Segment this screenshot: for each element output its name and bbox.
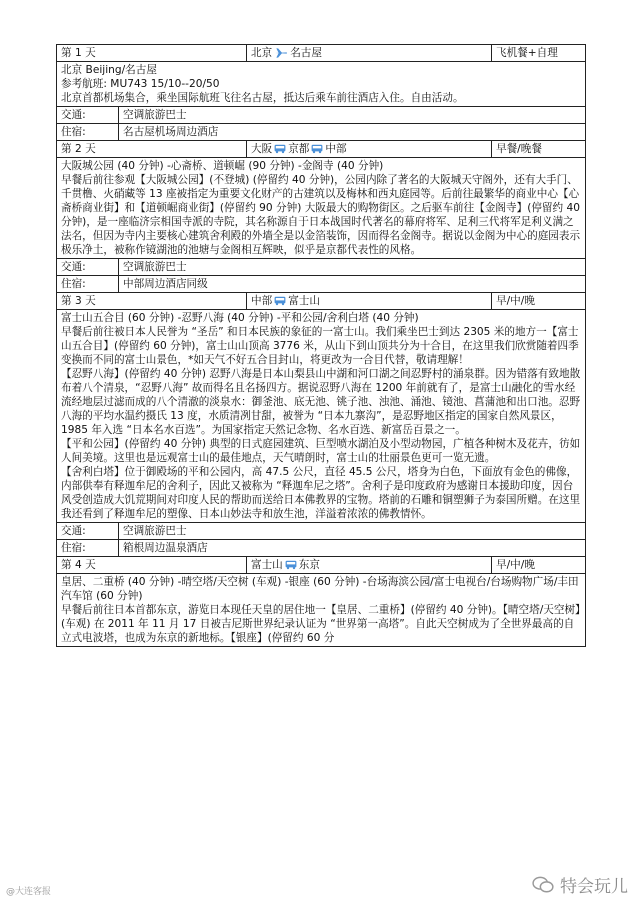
bus-icon: [311, 144, 323, 154]
route: [247, 293, 492, 309]
route-to: 东京: [298, 559, 320, 571]
transport-label: 交通:: [57, 259, 119, 275]
route-via: 京都: [288, 143, 310, 155]
route: [247, 557, 492, 573]
transport-row: [57, 259, 585, 276]
paragraph: 参考航班: MU743 15/10--20/50: [61, 78, 220, 90]
lodging-value: 中部周边酒店同级: [123, 278, 208, 290]
brand-text: 特会玩儿: [560, 877, 628, 897]
meals: 早餐/晚餐: [496, 143, 542, 155]
meals: 早/中/晚: [496, 559, 535, 571]
route-from: 北京: [251, 47, 273, 59]
transport-value: 空调旅游巴士: [123, 525, 187, 537]
day-description: [57, 310, 585, 523]
paragraph: 【平和公园】(停留约 40 分钟) 典型的日式庭园建筑、巨型喷水湖泊及小型动物园，广植各种树木及花卉，彷如人间美境。这里也是远观富士山的最佳地点，天气晴朗时，富士山的壮丽景色更可一览无遗。: [61, 438, 581, 464]
transport-value: 空调旅游巴士: [123, 109, 187, 121]
transport-label: 交通:: [57, 523, 119, 539]
day-header: [57, 141, 585, 158]
day-header: [57, 293, 585, 310]
meals: 飞机餐+自理: [496, 47, 558, 59]
paragraph: 【舍利白塔】位于御殿场的平和公园内，高 47.5 公尺，直径 45.5 公尺，塔身为白色，下面放有金色的佛像，内部供奉有释迦牟尼的舍利子，因此又被称为 “释迦牟尼之塔”。舍利子是印度政府为感谢日本援助印度，因台风受创造成大饥荒期间对印度人民的帮助而送给日本佛教界的宝物。塔前的石雕和铜塑狮子为泰国所赠。在这里我还看到了释迦牟尼的塑像、日本山妙法寺和放生池，洋溢着浓浓的佛教情怀。: [61, 466, 581, 520]
day-header: [57, 557, 585, 574]
paragraph: 早餐后前往日本首都东京，游览日本现任天皇的居住地一【皇居、二重桥】(停留约 40 分钟)。【晴空塔/天空树】(车观) 在 2011 年 11 月 17 日被吉尼斯世界纪录认证为 “世界第一高塔”。自此天空树成为了全世界最高的自立式电波塔，也成为东京的新地标。【银座】(停留约 60 分: [61, 604, 581, 644]
watermark: @大连客报: [6, 887, 52, 897]
route-from: 大阪: [251, 143, 273, 155]
itinerary-table: [56, 44, 586, 647]
route-to: 名古屋: [290, 47, 322, 59]
brand-badge: [532, 872, 628, 897]
route-from: 中部: [251, 295, 273, 307]
day-label: 第 1 天: [57, 45, 247, 61]
lodging-label: 住宿:: [57, 124, 119, 140]
paragraph: 大阪城公园 (40 分钟) -心斋桥、道顿崛 (90 分钟) -金阁寺 (40 分钟): [61, 160, 384, 172]
route-to: 富士山: [288, 295, 320, 307]
transport-row: [57, 107, 585, 124]
wechat-icon: [532, 876, 554, 894]
plane-icon: [274, 47, 288, 59]
paragraph: 早餐后前往参观【大阪城公园】(不登城) (停留约 40 分钟)，公园内除了著名的大阪城天守阁外，还有大手门、千贯橹、火硝藏等 13 座被指定为重要文化财产的古建筑以及梅林和西丸庭园等。后前往最繁华的商业中心【心斋桥商业街】和【道顿崛商业街】(停留约 90 分钟) 大阪最大的购物街区。之后驱车前往【金阁寺】(停留约 40 分钟)，是一座临济宗相国寺派的寺院，其名称源自于日本战国时代著名的幕府将军、足利三代将军足利义满之法名，但因为寺内主要核心建筑舍利殿的外墙全是以金箔装饰，因而得名金阁寺。据说以金阁为中心的庭园表示极乐净土，被称作镜湖池的池塘与金阁相互辉映，似乎是京都代表性的风格。: [61, 174, 581, 256]
bus-icon: [274, 144, 286, 154]
transport-value: 空调旅游巴士: [123, 261, 187, 273]
day-description: [57, 62, 585, 107]
day-header: [57, 45, 585, 62]
day-label: 第 2 天: [57, 141, 247, 157]
paragraph: 北京 Beijing/名古屋: [61, 64, 157, 76]
route: [247, 141, 492, 157]
transport-row: [57, 523, 585, 540]
paragraph: 富士山五合目 (60 分钟) -忍野八海 (40 分钟) -平和公园/舍利白塔 (40 分钟): [61, 312, 419, 324]
day-label: 第 3 天: [57, 293, 247, 309]
paragraph: 【忍野八海】(停留约 40 分钟) 忍野八海是日本山梨县山中湖和河口湖之间忍野村的涌泉群。因为错落有致地散布着八个清泉，“忍野八海” 故而得名且名扬四方。据说忍野八海在 1200 年前就有了，是富士山融化的雪水经流经地层过滤而成的八个清澈的淡泉水：御釜池、底无池、铫子池、浊池、涌池、镜池、菖蒲池和出口池。忍野八海的平均水温约摄氏 13 度，水质清冽甘甜，被誉为 “日本九寨沟”，是忍野地区指定的国家自然风景区，1985 年入选 “日本名水百选”。为国家指定天然记念物、名水百选、新富岳百景之一。: [61, 368, 581, 436]
paragraph: 北京首都机场集合，乘坐国际航班飞往名古屋，抵达后乘车前往酒店入住。自由活动。: [61, 92, 464, 104]
route-to: 中部: [325, 143, 347, 155]
lodging-value: 箱根周边温泉酒店: [123, 542, 208, 554]
meals: 早/中/晚: [496, 295, 535, 307]
paragraph: 早餐后前往被日本人民誉为 “圣岳” 和日本民族的象征的一富士山。我们乘坐巴士到达 2305 米的地方一【富士山五合目】(停留约 60 分钟)，富士山山顶高 3776 米，从山下到山顶共分为十合目，在这里我们欣赏随着四季变换而不同的富士山景色，*如天气不好五合目封山，将更改为一合目代替，敬请理解！: [61, 326, 579, 366]
lodging-value: 名古屋机场周边酒店: [123, 126, 219, 138]
day-label: 第 4 天: [57, 557, 247, 573]
lodging-label: 住宿:: [57, 540, 119, 556]
day-description: [57, 574, 585, 646]
day-description: [57, 158, 585, 259]
route: [247, 45, 492, 61]
lodging-row: [57, 540, 585, 557]
route-from: 富士山: [251, 559, 283, 571]
lodging-label: 住宿:: [57, 276, 119, 292]
bus-icon: [274, 296, 286, 306]
paragraph: 皇居、二重桥 (40 分钟) -晴空塔/天空树 (车观) -银座 (60 分钟) -台场海滨公园/富士电视台/台场购物广场/丰田汽车馆 (60 分钟): [61, 576, 579, 602]
lodging-row: [57, 124, 585, 141]
transport-label: 交通:: [57, 107, 119, 123]
lodging-row: [57, 276, 585, 293]
bus-icon: [285, 560, 297, 570]
